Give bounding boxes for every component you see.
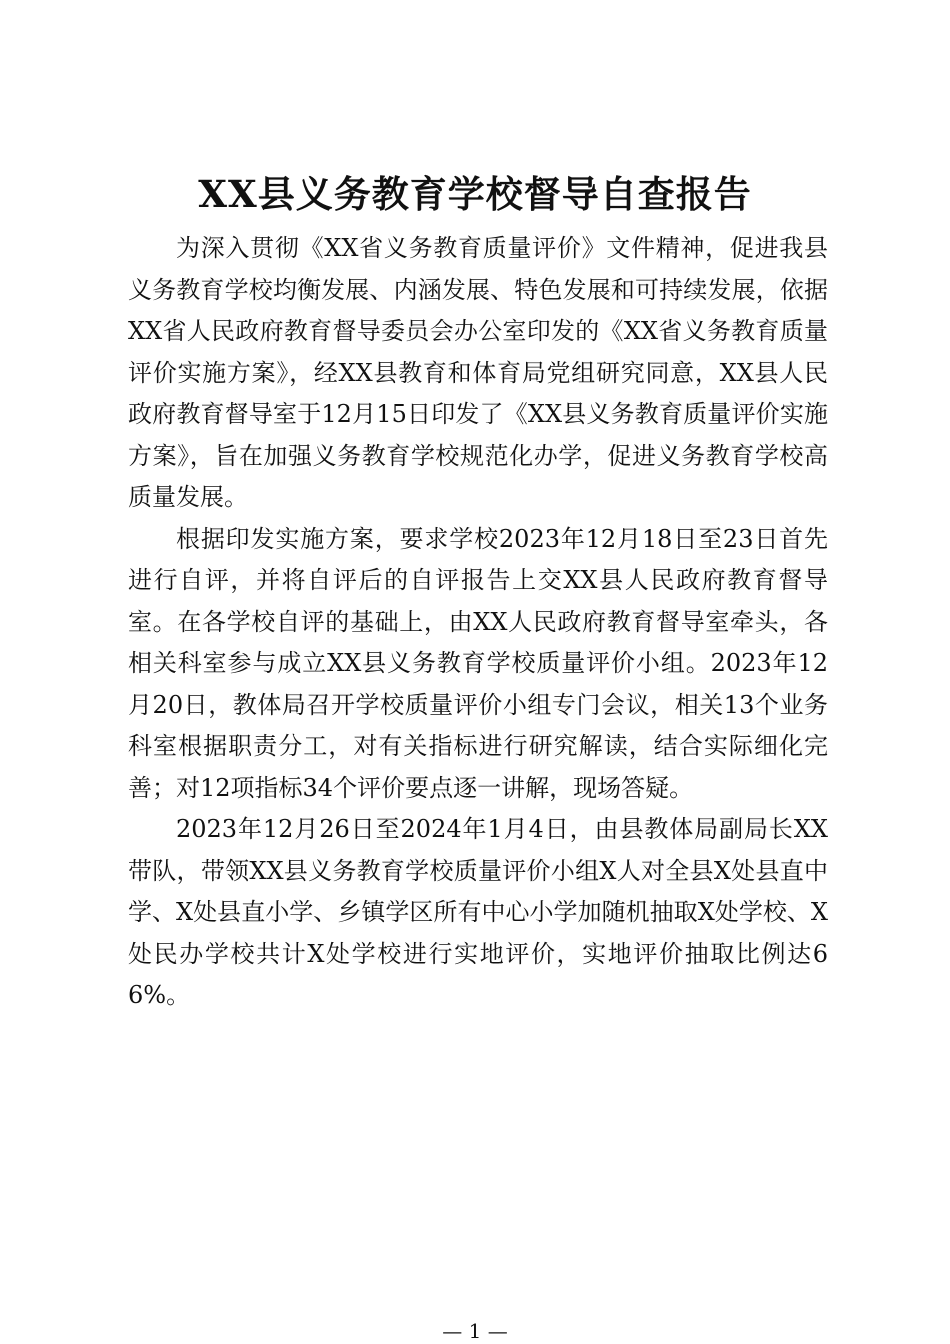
paragraph-2: 根据印发实施方案，要求学校2023年12月18日至23日首先进行自评，并将自评后的自评报告上交XX县人民政府教育督导室。在各学校自评的基础上，由XX人民政府教育督导室牵头，各相关科室参与成立XX县义务教育学校质量评价小组。2023年12月20日，教体局召开学校质量评价小组专门会议，相关13个业务科室根据职责分工，对有关指标进行研究解读，结合实际细化完善；对12项指标34个评价要点逐一讲解，现场答疑。 [128, 524, 828, 802]
paragraph-3: 2023年12月26日至2024年1月4日，由县教体局副局长XX带队，带领XX县义务教育学校质量评价小组X人对全县X处县直中学、X处县直小学、乡镇学区所有中心小学加随机抽取X处学校、X处民办学校共计X处学校进行实地评价，实地评价抽取比例达66%。 [128, 815, 828, 1009]
document-body [128, 228, 828, 1017]
page-number: — 1 — [442, 1319, 508, 1343]
document-title: XX县义务教育学校督导自查报告 [198, 172, 752, 216]
paragraph-1: 为深入贯彻《XX省义务教育质量评价》文件精神，促进我县义务教育学校均衡发展、内涵发展、特色发展和可持续发展，依据XX省人民政府教育督导委员会办公室印发的《XX省义务教育质量评价实施方案》，经XX县教育和体育局党组研究同意，XX县人民政府教育督导室于12月15日印发了《XX县义务教育质量评价实施方案》，旨在加强义务教育学校规范化办学，促进义务教育学校高质量发展。 [128, 234, 828, 511]
